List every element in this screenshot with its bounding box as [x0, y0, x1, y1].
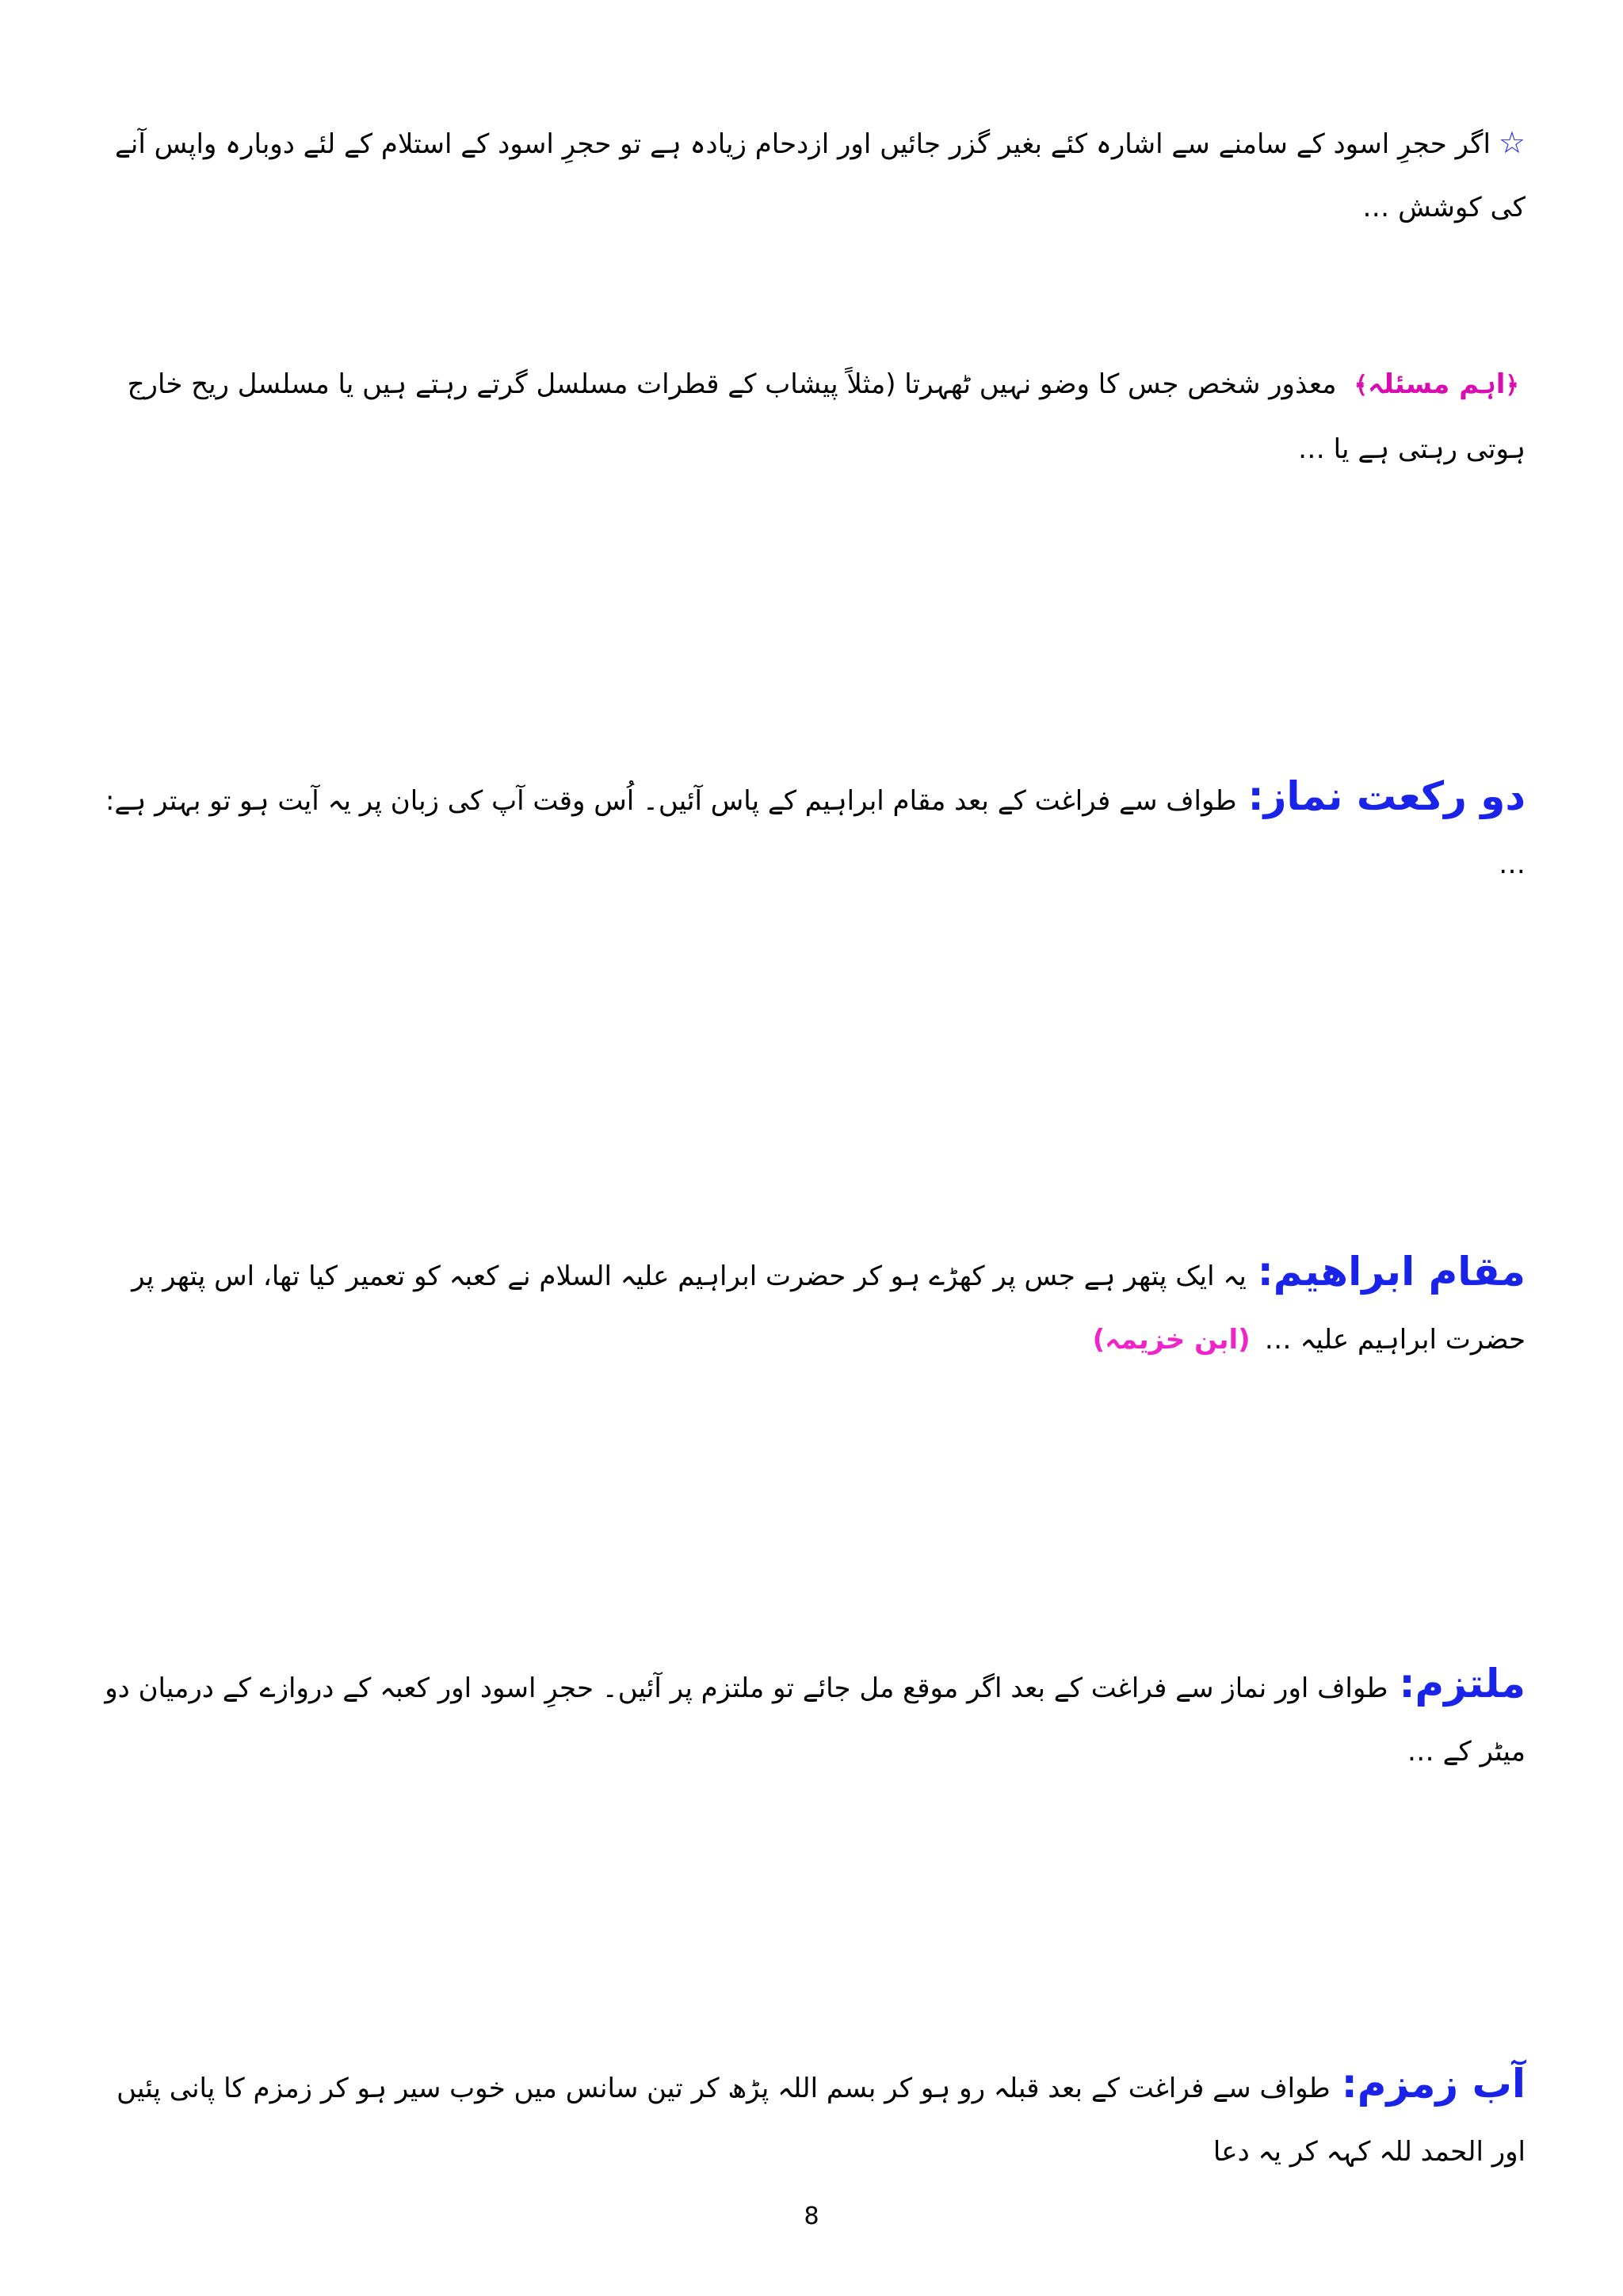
star-icon: ☆ — [1498, 125, 1526, 160]
paragraph-two-rakat — [99, 765, 1526, 896]
important-issue-badge — [1347, 353, 1526, 418]
section-heading: مقام ابراهیم: — [1257, 1249, 1526, 1295]
paragraph-zamzam — [99, 2052, 1526, 2183]
section-heading: آب زمزم: — [1341, 2061, 1526, 2107]
section-heading: ملتزم: — [1399, 1661, 1526, 1707]
paragraph-multazam — [99, 1652, 1526, 1783]
paragraph-mazoor — [99, 353, 1526, 481]
paragraph-text: اگر حجرِ اسود کے سامنے سے اشارہ کئے بغیر گزر جائیں اور ازدحام زیادہ ہے تو حجرِ اسود کے استلام کے لئے دوبارہ واپس آنے کی کوشش … — [115, 128, 1526, 223]
ornament-icon: ﴾ — [1354, 372, 1369, 399]
paragraph-text: طواف سے فراغت کے بعد مقام ابراہیم کے پاس آئیں۔ اُس وقت آپ کی زبان پر یہ آیت ہو تو بہتر ہے: … — [105, 785, 1526, 880]
paragraph-hajr-aswad — [99, 111, 1526, 239]
paragraph-maqam-ibrahim — [99, 1240, 1526, 1371]
badge-label: اہم مسئلہ — [1368, 368, 1506, 400]
page-number: 8 — [804, 2203, 819, 2230]
ornament-icon: ﴿ — [1505, 372, 1519, 399]
section-heading: دو رکعت نماز: — [1247, 773, 1526, 819]
source-citation: (ابن خزیمہ) — [1092, 1324, 1251, 1356]
paragraph-text: طواف سے فراغت کے بعد قبلہ رو ہو کر بسم اللہ پڑھ کر تین سانس میں خوب سیر ہو کر زمزم کا پانی پئیں اور الحمد للہ کہہ کر یہ دعا — [116, 2073, 1526, 2168]
paragraph-text: طواف اور نماز سے فراغت کے بعد اگر موقع مل جائے تو ملتزم پر آئیں۔ حجرِ اسود اور کعبہ کے دروازے کے درمیان دو میٹر کے … — [105, 1672, 1526, 1768]
paragraph-text: یہ ایک پتھر ہے جس پر کھڑے ہو کر حضرت ابراہیم علیہ السلام نے کعبہ کو تعمیر کیا تھا، اس پتھر پر حضرت ابراہیم علیہ … — [132, 1261, 1526, 1356]
paragraph-text: معذور شخص جس کا وضو نہیں ٹھہرتا (مثلاً پیشاب کے قطرات مسلسل گرتے رہتے ہیں یا مسلسل ریح خارج ہوتی رہتی ہے یا … — [127, 368, 1526, 465]
